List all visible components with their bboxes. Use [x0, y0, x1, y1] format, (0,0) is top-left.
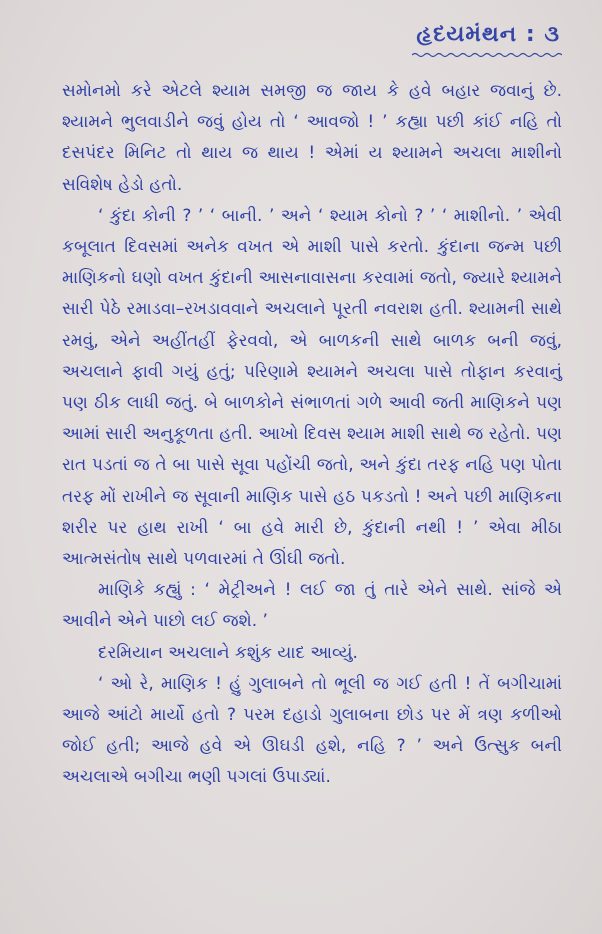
- paragraph: ‘ ઓ રે, માણિક ! હું ગુલાબને તો ભૂલી જ ગઈ હતી ! તેં બગીચામાં આજે આંટો માર્યો હતો ? પરમ દહાડો ગુલાબના છોડ પર મેં ત્રણ કળીઓ જોઈ હતી; આજે હવે એ ઊઘડી હશે, નહિ ? ’ અને ઉત્સુક બની અચલાએ બગીચા ભણી પગલાં ઉપાડ્યાં.: [62, 673, 562, 788]
- running-head: [416, 22, 560, 47]
- paragraph: ‘ કુંદા કોની ? ’ ‘ બાની. ’ અને ‘ શ્યામ કોનો ? ’ ‘ માશીનો. ’ એવી કબૂલાત દિવસમાં અનેક વખત એ માશી પાસે કરતો. કુંદાના જન્મ પછી માણિકનો ઘણો વખત કુંદાની આસનાવાસના કરવામાં જતો, જ્યારે શ્યામને સારી પેઠે રમાડવા–રખડાવવાને અચલાને પૂરતી નવરાશ હતી. શ્યામની સાથે રમવું, એને અહીંતહીં ફેરવવો, એ બાળકની સાથે બાળક બની જવું, અચલાને ફાવી ગયું હતું; પરિણામે શ્યામને અચલા પાસે તોફાન કરવાનું પણ ઠીક લાધી જતું. બે બાળકોને સંભાળતાં ગળે આવી જતી માણિકને પણ આમાં સારી અનુકૂળતા હતી. આખો દિવસ શ્યામ માશી સાથે જ રહેતો. પણ રાત પડતાં જ તે બા પાસે સૂવા પહોંચી જતો, અને કુંદા તરફ નહિ પણ પોતા તરફ મોં રાખીને જ સૂવાની માણિક પાસે હઠ પકડતો ! અને પછી માણિકના શરીર પર હાથ રાખી ‘ બા હવે મારી છે, કુંદાની નથી ! ’ એવા મીઠા આત્મસંતોષ સાથે પળવારમાં તે ઊંઘી જતો.: [62, 205, 562, 570]
- paragraph: સમોનમો કરે એટલે શ્યામ સમજી જ જાય કે હવે બહાર જવાનું છે. શ્યામને ભુલવાડીને જવું હોય તો ‘ આવજો ! ’ કહ્યા પછી કાંઈ નહિ તો દસપંદર મિનિટ તો થાય જ થાય ! એમાં ય શ્યામને અચલા માશીનો સવિશેષ હેડો હતો.: [62, 81, 562, 195]
- header-wavy-rule: [412, 52, 562, 58]
- paragraph: દરમિયાન અચલાને કશુંક યાદ આવ્યું.: [98, 642, 358, 663]
- page-number: ૩: [544, 22, 560, 47]
- header-separator: :: [525, 22, 536, 47]
- running-title: હૃદયમંથન: [416, 22, 518, 47]
- body-text: [62, 76, 562, 794]
- paragraph: માણિકે કહ્યું : ‘ મેટ્રીઅને ! લઈ જા તું તારે એને સાથે. સાંજે એ આવીને એને પાછો લઈ જશે. ’: [62, 580, 562, 632]
